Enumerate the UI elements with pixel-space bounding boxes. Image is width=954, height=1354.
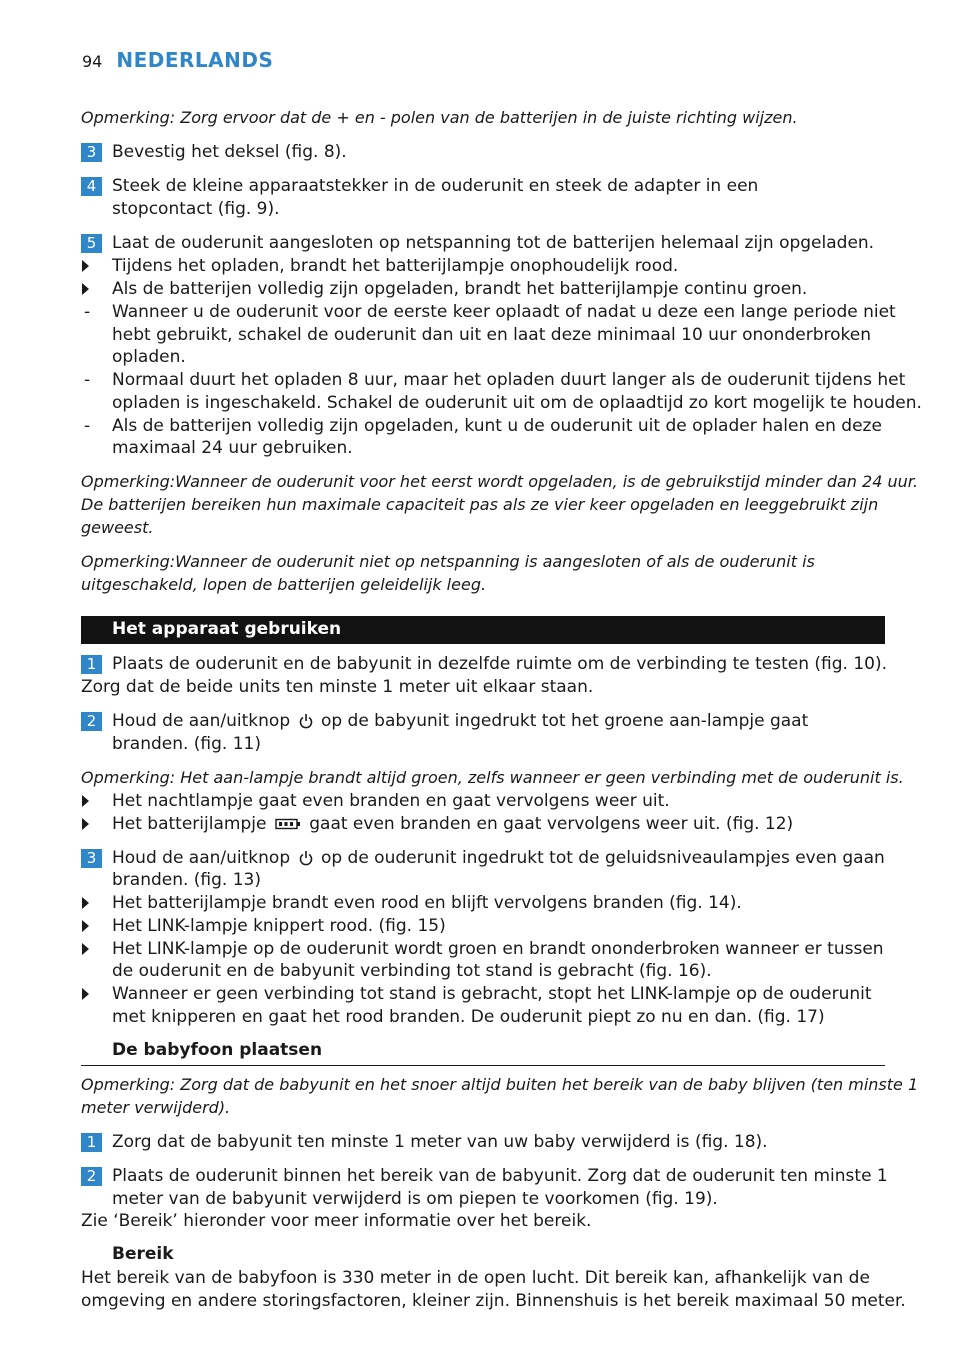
battery-icon — [275, 818, 301, 830]
page-header — [82, 48, 273, 74]
step-number: 1 — [81, 1133, 102, 1152]
step-1 — [81, 653, 891, 675]
section-title: Het apparaat gebruiken — [112, 619, 342, 639]
power-icon — [299, 850, 313, 866]
dash-text-cont: opladen. — [112, 347, 186, 367]
step-text: Bevestig het deksel (fig. 8). — [112, 142, 347, 162]
dash-text-cont: opladen is ingeschakeld. Schakel de ouderunit uit om de oplaadtijd zo kort mogelijk te houden. — [112, 393, 922, 413]
section-heading — [81, 616, 885, 644]
bullet-text-post: gaat even branden en gaat vervolgens weer uit. (fig. 12) — [309, 814, 794, 834]
note-cord: Opmerking: Zorg dat de babyunit en het snoer altijd buiten het bereik van de baby blijven (ten minste 1 — [81, 1075, 919, 1094]
bullet-item — [81, 790, 891, 812]
dash-marker: - — [84, 416, 91, 436]
step-text-cont: stopcontact (fig. 9). — [112, 199, 280, 219]
step-followup: Zie ‘Bereik’ hieronder voor meer informatie over het bereik. — [81, 1211, 592, 1231]
step-4 — [81, 175, 891, 197]
note-first-charge-cont: De batterijen bereiken hun maximale capaciteit pas als ze vier keer opgeladen en leeggebruikt zijn — [81, 495, 879, 514]
bullet-text: Het LINK-lampje knippert rood. (fig. 15) — [112, 916, 446, 936]
bullet-icon — [82, 988, 89, 1000]
step-2 — [81, 710, 891, 732]
note-polarity: Opmerking: Zorg ervoor dat de + en - polen van de batterijen in de juiste richting wijzen. — [81, 108, 798, 127]
dash-item — [81, 369, 906, 391]
bullet-item — [81, 938, 891, 960]
dash-text-cont: hebt gebruikt, schakel de ouderunit dan uit en laat deze minimaal 10 uur ononderbroken — [112, 325, 871, 345]
dash-text: Normaal duurt het opladen 8 uur, maar het opladen duurt langer als de ouderunit tijdens het — [112, 370, 906, 390]
dash-text: Wanneer u de ouderunit voor de eerste keer oplaadt of nadat u deze een lange periode niet — [112, 302, 896, 322]
power-icon — [299, 713, 313, 729]
step-text: Zorg dat de babyunit ten minste 1 meter van uw baby verwijderd is (fig. 18). — [112, 1132, 768, 1152]
step-text-post: op de babyunit ingedrukt tot het groene aan-lampje gaat — [320, 711, 809, 731]
bullet-item — [81, 813, 891, 835]
bullet-text — [112, 813, 793, 835]
step-1 — [81, 1131, 891, 1153]
dash-marker: - — [84, 370, 91, 390]
page-number: 94 — [82, 52, 103, 71]
bullet-icon — [82, 818, 89, 830]
note-first-charge-cont: geweest. — [81, 518, 154, 537]
bullet-text-cont: de ouderunit en de babyunit verbinding tot stand is gebracht (fig. 16). — [112, 961, 712, 981]
step-text: Plaats de ouderunit binnen het bereik van de babyunit. Zorg dat de ouderunit ten minste 1 — [112, 1166, 888, 1186]
note-first-charge: Opmerking:Wanneer de ouderunit voor het eerst wordt opgeladen, is de gebruikstijd minder dan 24 uur. — [81, 472, 918, 491]
paragraph-line: omgeving en andere storingsfactoren, kleiner zijn. Binnenshuis is het bereik maximaal 50 meter. — [81, 1291, 906, 1311]
step-3 — [81, 141, 891, 163]
bullet-icon — [82, 260, 89, 272]
bullet-item — [81, 278, 891, 300]
bullet-text: Wanneer er geen verbinding tot stand is gebracht, stopt het LINK-lampje op de ouderunit — [112, 984, 872, 1004]
step-text: Laat de ouderunit aangesloten op netspanning tot de batterijen helemaal zijn opgeladen. — [112, 233, 875, 253]
step-number: 5 — [81, 234, 102, 253]
note-power-led: Opmerking: Het aan-lampje brandt altijd groen, zelfs wanneer er geen verbinding met de ouderunit is. — [81, 768, 904, 787]
step-text-pre: Houd de aan/uitknop — [112, 848, 291, 868]
dash-item — [81, 415, 891, 437]
step-text-cont: meter van de babyunit verwijderd is om piepen te voorkomen (fig. 19). — [112, 1189, 718, 1209]
bullet-icon — [82, 795, 89, 807]
step-followup: Zorg dat de beide units ten minste 1 meter uit elkaar staan. — [81, 677, 594, 697]
step-text-cont: branden. (fig. 11) — [112, 734, 262, 754]
subsection-rule — [81, 1065, 885, 1066]
step-number: 1 — [81, 655, 102, 674]
bullet-item — [81, 983, 891, 1005]
bullet-icon — [82, 920, 89, 932]
bullet-item — [81, 255, 891, 277]
bullet-icon — [82, 897, 89, 909]
bullet-text: Het nachtlampje gaat even branden en gaat vervolgens weer uit. — [112, 791, 670, 811]
step-5 — [81, 232, 891, 254]
subsection-title: De babyfoon plaatsen — [112, 1040, 323, 1060]
note-battery-drain-cont: uitgeschakeld, lopen de batterijen geleidelijk leeg. — [81, 575, 487, 594]
step-number: 3 — [81, 143, 102, 162]
bullet-text-cont: met knipperen en gaat het rood branden. De ouderunit piept zo nu en dan. (fig. 17) — [112, 1007, 825, 1027]
step-number: 2 — [81, 712, 102, 731]
bullet-text: Tijdens het opladen, brandt het batterijlampje onophoudelijk rood. — [112, 256, 679, 276]
language-title: NEDERLANDS — [116, 48, 274, 72]
subsection-title: Bereik — [112, 1244, 174, 1264]
paragraph-line: Het bereik van de babyfoon is 330 meter in de open lucht. Dit bereik kan, afhankelijk van de — [81, 1268, 870, 1288]
step-text-post: op de ouderunit ingedrukt tot de geluidsniveaulampjes even gaan — [320, 848, 885, 868]
bullet-icon — [82, 943, 89, 955]
bullet-text: Het LINK-lampje op de ouderunit wordt groen en brandt ononderbroken wanneer er tussen — [112, 939, 884, 959]
step-text-pre: Houd de aan/uitknop — [112, 711, 291, 731]
bullet-item — [81, 892, 891, 914]
step-text — [112, 847, 885, 869]
bullet-item — [81, 915, 891, 937]
step-2 — [81, 1165, 891, 1187]
step-text: Plaats de ouderunit en de babyunit in dezelfde ruimte om de verbinding te testen (fig. 10). — [112, 654, 888, 674]
note-cord-cont: meter verwijderd). — [81, 1098, 231, 1117]
step-text-cont: branden. (fig. 13) — [112, 870, 262, 890]
step-number: 2 — [81, 1167, 102, 1186]
step-number: 3 — [81, 849, 102, 868]
dash-text: Als de batterijen volledig zijn opgeladen, kunt u de ouderunit uit de oplader halen en deze — [112, 416, 882, 436]
dash-text-cont: maximaal 24 uur gebruiken. — [112, 438, 353, 458]
note-battery-drain: Opmerking:Wanneer de ouderunit niet op netspanning is aangesloten of als de ouderunit is — [81, 552, 815, 571]
step-text: Steek de kleine apparaatstekker in de ouderunit en steek de adapter in een — [112, 176, 759, 196]
bullet-text: Het batterijlampje brandt even rood en blijft vervolgens branden (fig. 14). — [112, 893, 742, 913]
dash-marker: - — [84, 302, 91, 322]
step-3 — [81, 847, 891, 869]
bullet-text-pre: Het batterijlampje — [112, 814, 267, 834]
bullet-text: Als de batterijen volledig zijn opgeladen, brandt het batterijlampje continu groen. — [112, 279, 808, 299]
dash-item — [81, 301, 896, 323]
step-text — [112, 710, 808, 732]
bullet-icon — [82, 283, 89, 295]
step-number: 4 — [81, 177, 102, 196]
